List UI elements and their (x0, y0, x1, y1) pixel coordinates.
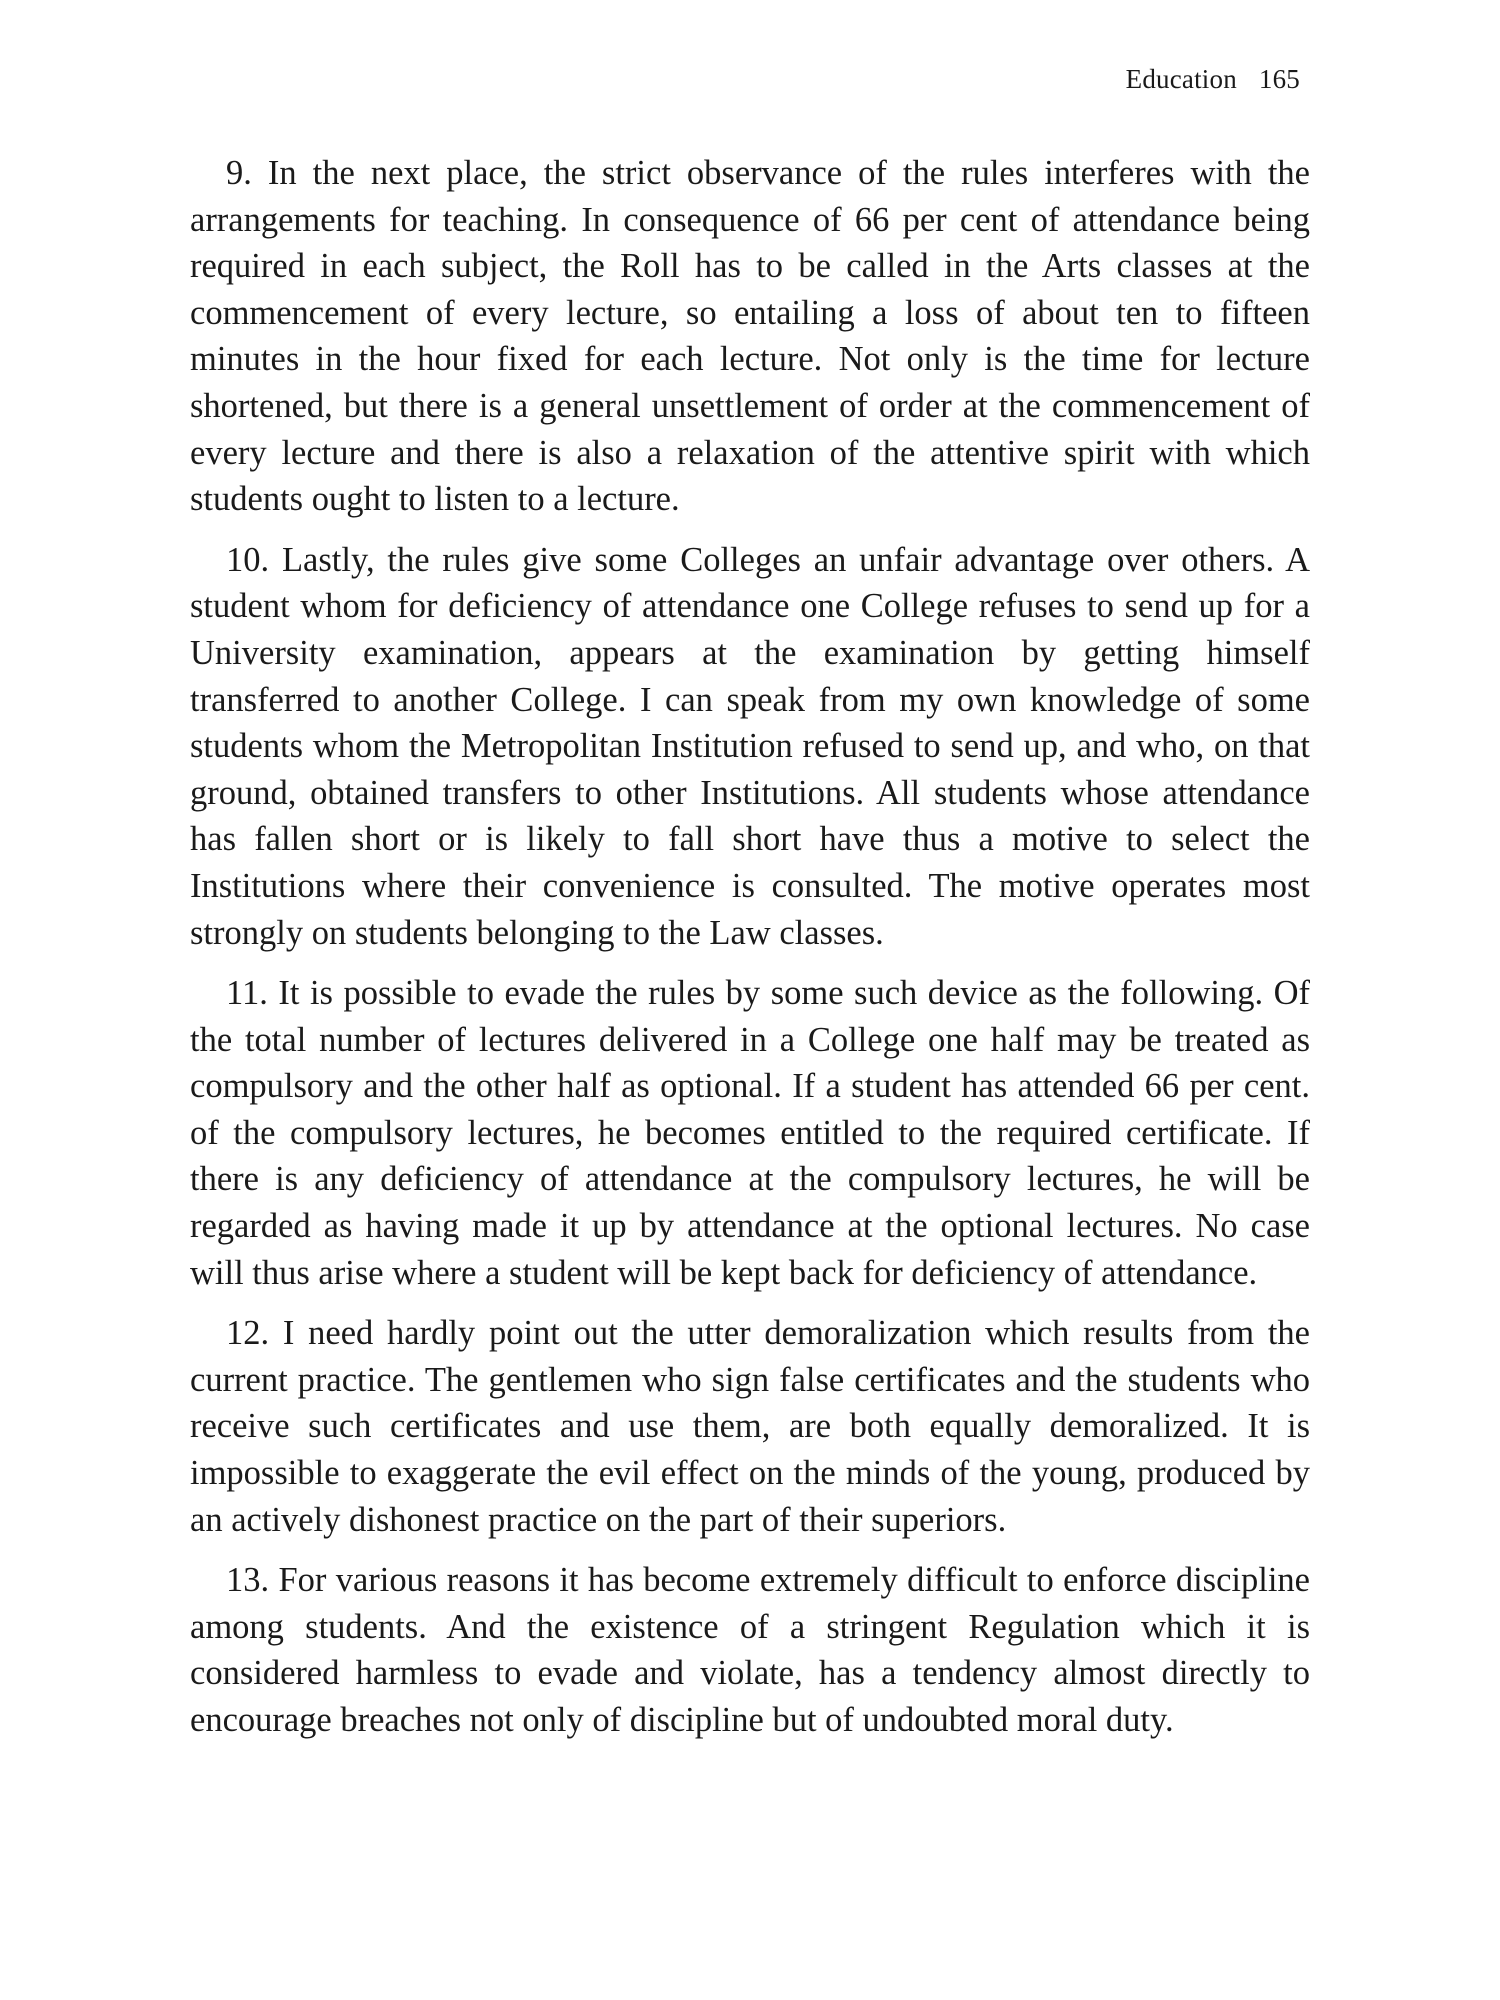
paragraph-12: 12. I need hardly point out the utter demoralization which results from the current practice. The gentlemen who sign false certificates and the students who receive such certificates and use them, are both equally demoralized. It is impossible to exaggerate the evil effect on the minds of the young, produced by an actively dishonest practice on the part of their superiors. (190, 1314, 1310, 1539)
running-head (1126, 64, 1300, 95)
paragraph-10: 10. Lastly, the rules give some Colleges an unfair advantage over others. A student whom for deficiency of attendance one College refuses to send up for a University examination, appears at the examination by getting himself transferred to another College. I can speak from my own knowledge of some students whom the Metropolitan Institution refused to send up, and who, on that ground, obtained transfers to other Institutions. All students whose attendance has fallen short or is likely to fall short have thus a motive to select the Institutions where their convenience is consulted. The motive operates most strongly on students belonging to the Law classes. (190, 540, 1310, 952)
section-title: Education (1125, 64, 1237, 94)
paragraph-11: 11. It is possible to evade the rules by some such device as the following. Of the total number of lectures delivered in a College one half may be treated as compulsory and the other half as optional. If a student has attended 66 per cent. of the compulsory lectures, he becomes entitled to the required certificate. If there is any deficiency of attendance at the compulsory lectures, he will be regarded as having made it up by attendance at the optional lectures. No case will thus arise where a student will be kept back for deficiency of attendance. (190, 974, 1310, 1292)
body-text (190, 150, 1310, 1758)
paragraph-13: 13. For various reasons it has become extremely difficult to enforce discipline among students. And the existence of a stringent Regulation which it is considered harmless to evade and violate, has a tendency almost directly to encourage breaches not only of discipline but of undoubted moral duty. (190, 1561, 1310, 1739)
page-number: 165 (1258, 64, 1300, 94)
paragraph-9: 9. In the next place, the strict observance of the rules interferes with the arrangements for teaching. In consequence of 66 per cent of attendance being required in each subject, the Roll has to be called in the Arts classes at the commencement of every lecture, so entailing a loss of about ten to fifteen minutes in the hour fixed for each lecture. Not only is the time for lecture shortened, but there is a general unsettlement of order at the commencement of every lecture and there is also a relaxation of the attentive spirit with which students ought to listen to a lecture. (190, 154, 1310, 519)
